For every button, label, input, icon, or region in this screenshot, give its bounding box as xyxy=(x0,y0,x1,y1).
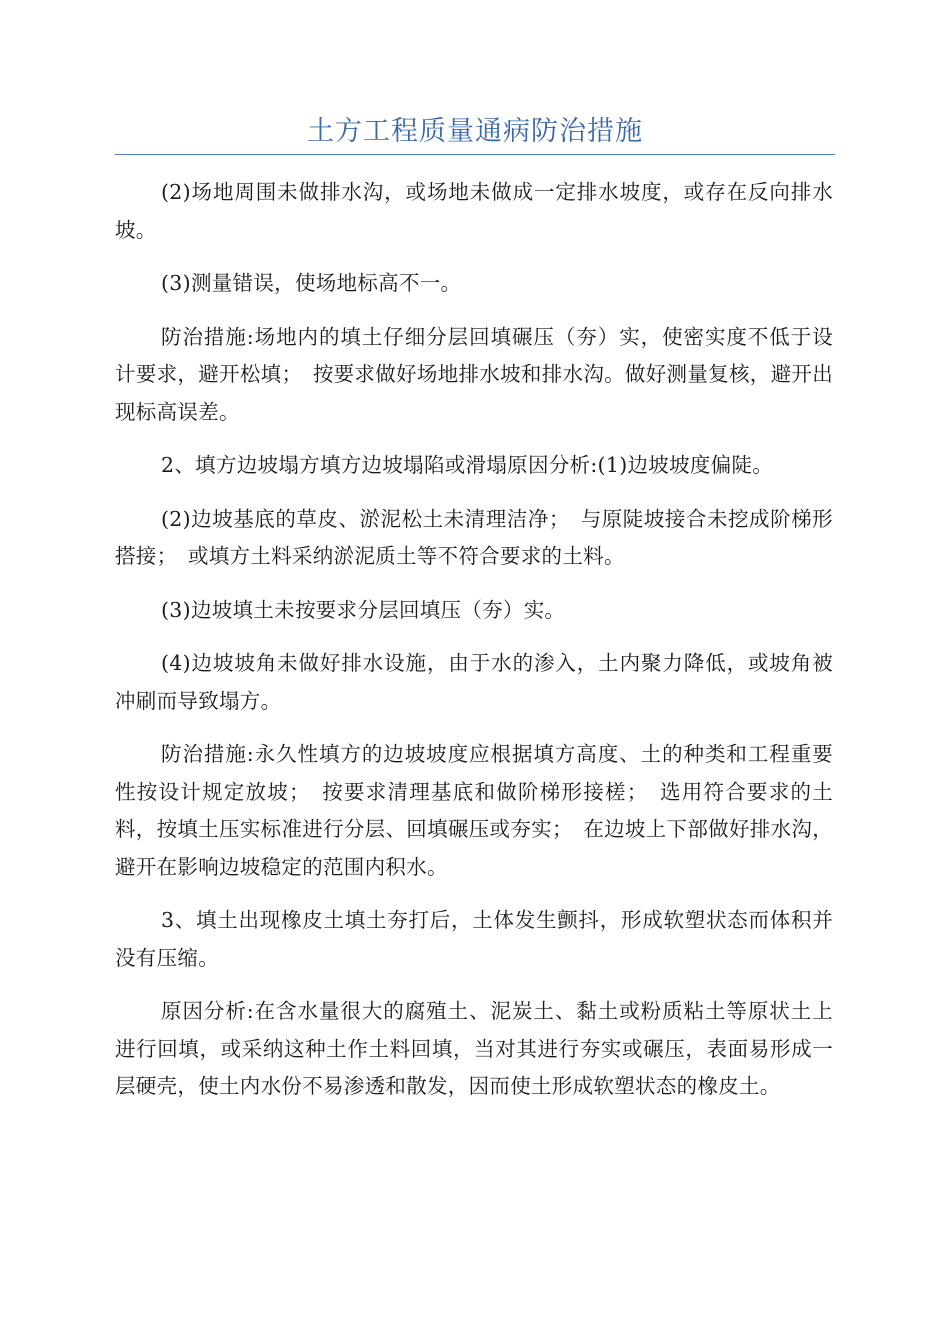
paragraph: (2)场地周围未做排水沟，或场地未做成一定排水坡度，或存在反向排水坡。 xyxy=(115,180,833,242)
paragraph: (2)边坡基底的草皮、淤泥松土未清理洁净； 与原陡坡接合未挖成阶梯形搭接； 或填方土料采纳淤泥质土等不符合要求的土料。 xyxy=(115,506,833,568)
page-title: 土方工程质量通病防治措施 xyxy=(307,116,643,147)
paragraph: 原因分析:在含水量很大的腐殖土、泥炭土、黏土或粉质粘土等原状土上进行回填，或采纳这种土作土料回填，当对其进行夯实或碾压，表面易形成一层硬壳，使土内水份不易渗透和散发，因而使土形成软塑状态的橡皮土。 xyxy=(115,999,833,1098)
paragraph: (3)边坡填土未按要求分层回填压（夯）实。 xyxy=(161,597,566,622)
paragraph: 2、填方边坡塌方填方边坡塌陷或滑塌原因分析:(1)边坡坡度偏陡。 xyxy=(161,453,774,477)
paragraph: (4)边坡坡角未做好排水设施，由于水的渗入，土内聚力降低，或坡角被冲刷而导致塌方。 xyxy=(115,651,833,713)
paragraph: (3)测量错误，使场地标高不一。 xyxy=(161,271,462,295)
paragraph: 3、填土出现橡皮土填土夯打后，土体发生颤抖，形成软塑状态而体积并没有压缩。 xyxy=(115,908,833,970)
paragraph: 防治措施:场地内的填土仔细分层回填碾压（夯）实，使密实度不低于设计要求，避开松填； 按要求做好场地排水坡和排水沟。做好测量复核，避开出现标高误差。 xyxy=(115,324,833,424)
document-body xyxy=(115,174,833,1122)
title-divider xyxy=(115,154,835,155)
paragraph: 防治措施:永久性填方的边坡坡度应根据填方高度、土的种类和工程重要性按设计规定放坡； 按要求清理基底和做阶梯形接槎； 选用符合要求的土料，按填土压实标准进行分层、回填碾压或夯实； 在边坡上下部做好排水沟，避开在影响边坡稳定的范围内积水。 xyxy=(115,742,833,879)
